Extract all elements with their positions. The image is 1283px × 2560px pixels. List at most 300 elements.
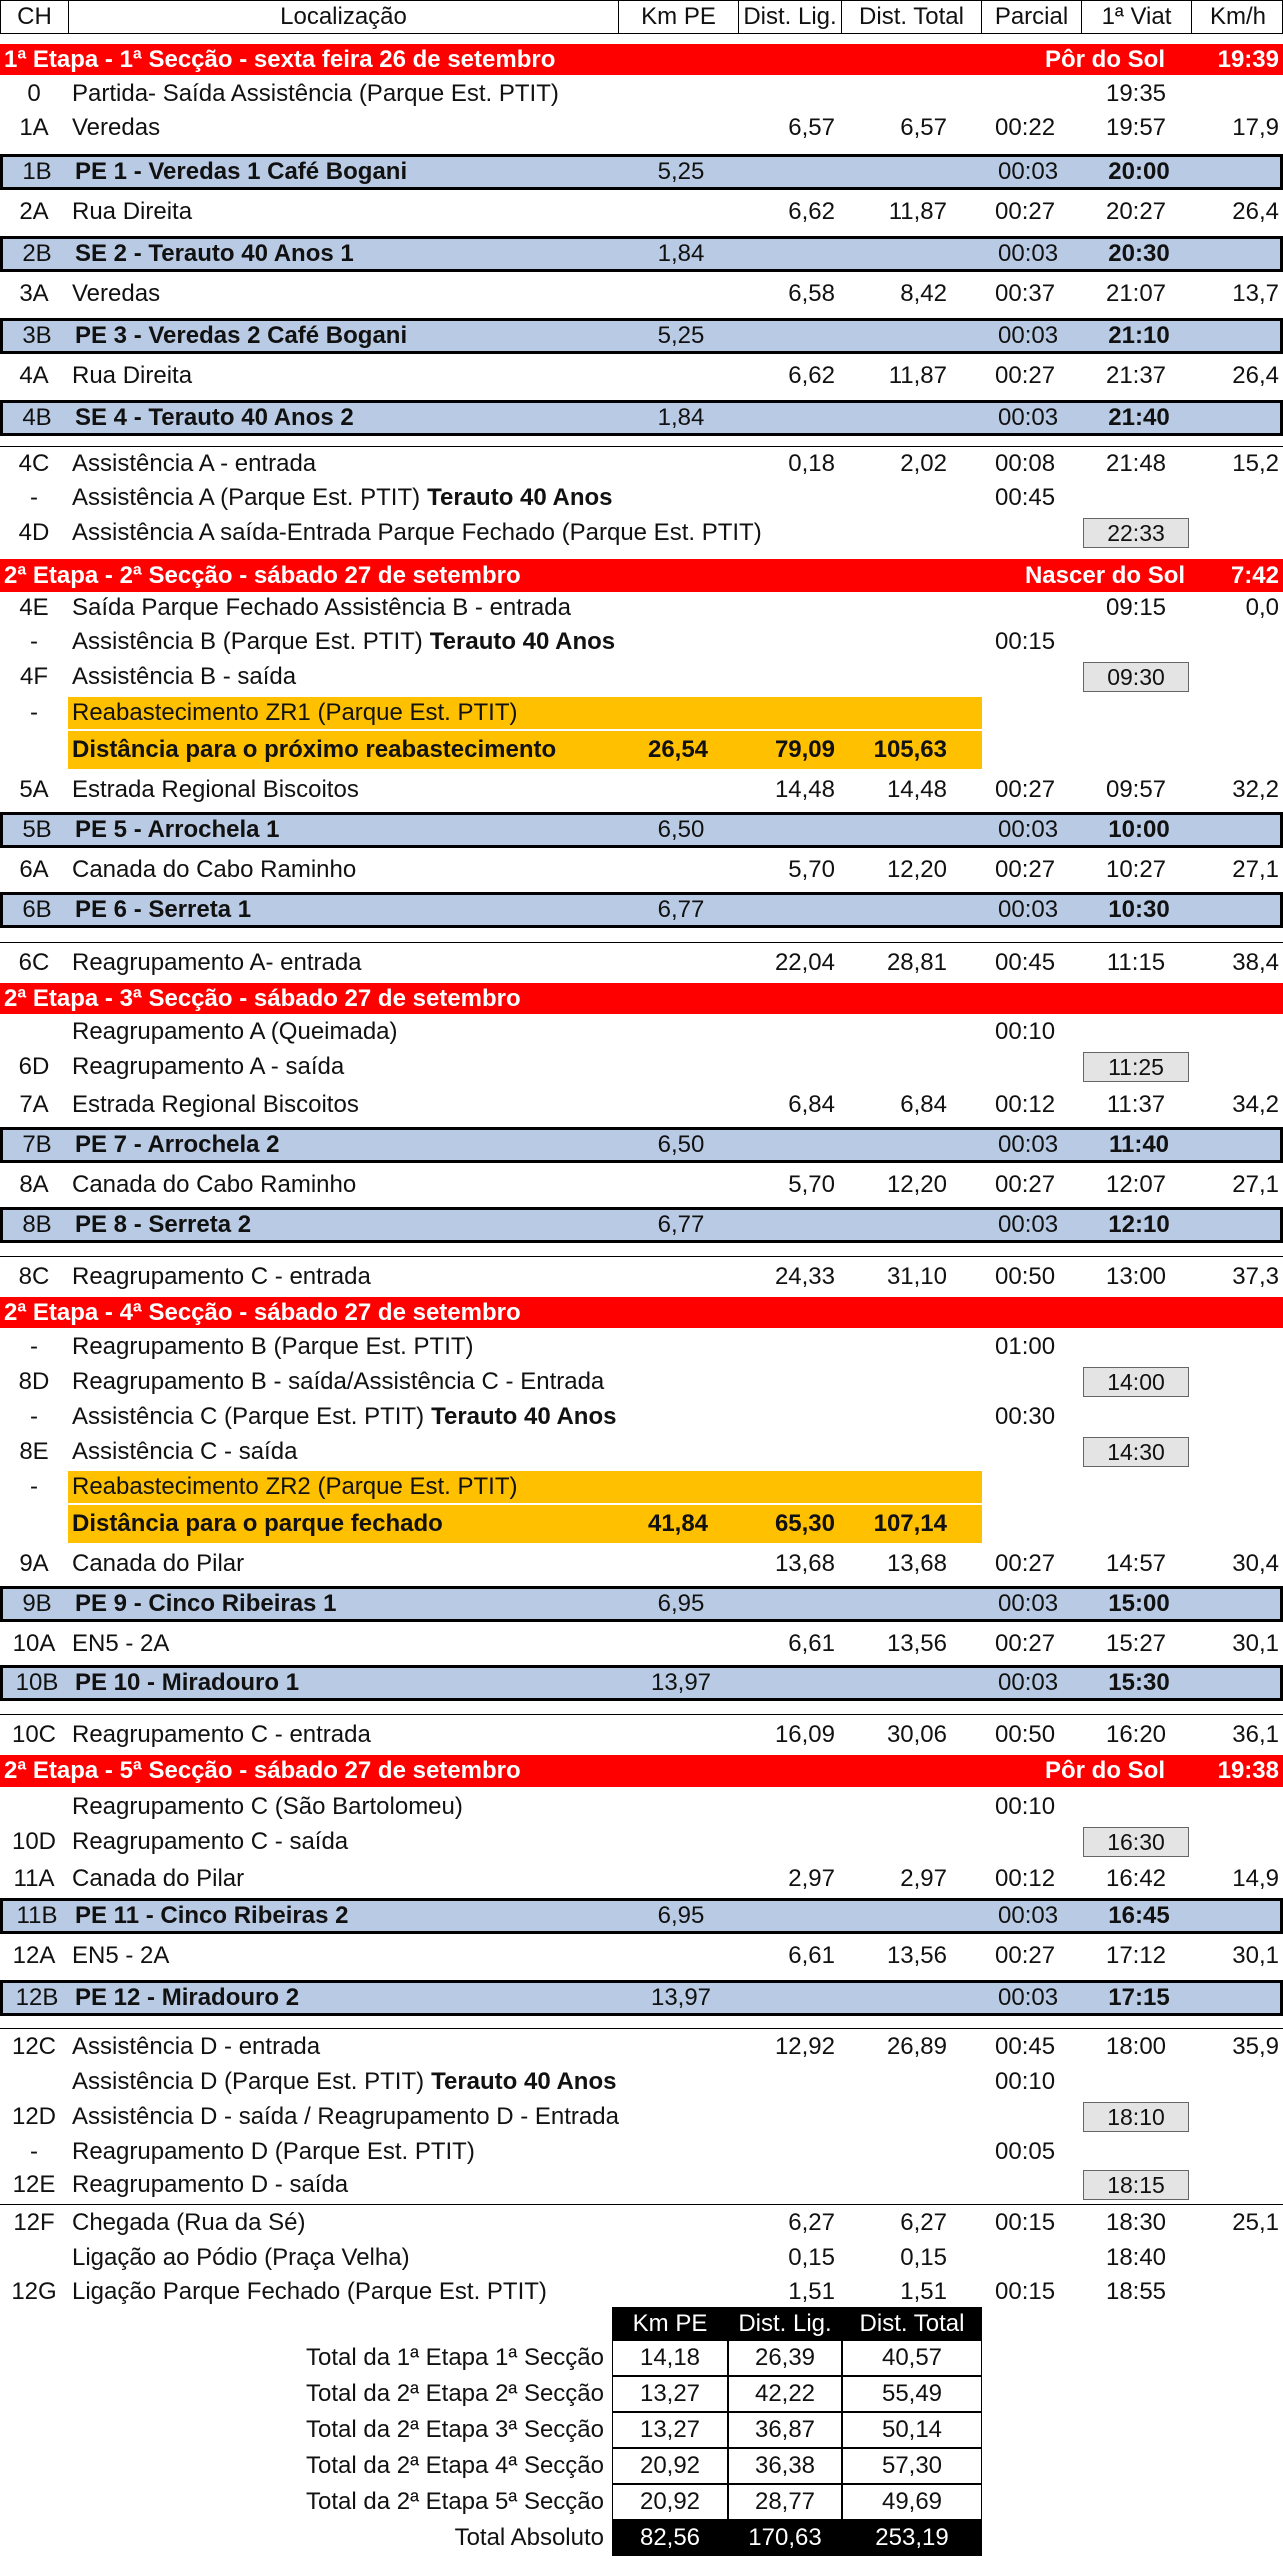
cell-ch: - xyxy=(30,1333,38,1360)
cell-dt xyxy=(844,895,984,925)
cell-km xyxy=(618,1791,738,1823)
cell-km xyxy=(618,1257,738,1296)
totals-label: Total da 2ª Etapa 3ª Secção xyxy=(306,2416,604,2443)
cell-ch: 5A xyxy=(19,776,49,803)
cell-par xyxy=(981,697,1081,729)
cell-km: 1,84 xyxy=(657,404,705,431)
refuel-row xyxy=(0,1471,1283,1503)
cell-loc: Reagrupamento D (Parque Est. PTIT) xyxy=(72,2138,475,2165)
cell-via xyxy=(1081,516,1191,550)
cell-ch: - xyxy=(30,484,38,511)
cell-via: 09:15 xyxy=(1105,594,1167,621)
cell-dt: 12,20 xyxy=(886,856,947,883)
itinerary-row xyxy=(0,1088,1283,1122)
totals-value-dl: 26,39 xyxy=(728,2340,842,2376)
cell-dl xyxy=(741,1983,844,2013)
cell-loc: Rua Direita xyxy=(72,198,193,225)
cell-ch xyxy=(0,731,68,769)
cell-dl xyxy=(738,1050,841,1084)
cell-loc: Reagrupamento B (Parque Est. PTIT) xyxy=(72,1333,474,1360)
cell-dl xyxy=(738,697,841,729)
cell-via xyxy=(1081,1505,1191,1543)
totals-value-km: 14,18 xyxy=(612,2340,728,2376)
cell-kmh xyxy=(1191,2135,1283,2169)
cell-via: 15:27 xyxy=(1105,1630,1167,1657)
cell-dt: 8,42 xyxy=(900,280,947,307)
cell-via: 20:27 xyxy=(1105,198,1167,225)
cell-par xyxy=(981,660,1081,694)
cell-par xyxy=(981,1365,1081,1399)
cell-kmh: 26,4 xyxy=(1232,198,1279,225)
cell-kmh xyxy=(1191,2242,1283,2274)
cell-ch: 8C xyxy=(18,1262,50,1290)
cell-via: 12:10 xyxy=(1108,1211,1170,1238)
cell-via: 21:10 xyxy=(1108,322,1170,349)
cell-dl xyxy=(738,660,841,694)
cell-loc: EN5 - 2A xyxy=(72,1942,170,1969)
cell-par xyxy=(981,1050,1081,1084)
cell-kmh xyxy=(1194,1668,1283,1698)
totals-value-km: 20,92 xyxy=(612,2484,728,2520)
cell-dt: 6,27 xyxy=(900,2208,947,2236)
cell-km: 5,25 xyxy=(657,322,705,349)
cell-loc xyxy=(68,482,618,514)
cell-ch: 10B xyxy=(15,1669,59,1696)
cell-dt xyxy=(844,1901,984,1931)
column-header-ch: CH xyxy=(1,1,69,33)
cell-dl: 6,57 xyxy=(788,114,835,141)
cell-kmh: 26,4 xyxy=(1232,362,1279,389)
special-stage-row xyxy=(0,1586,1283,1622)
cell-par xyxy=(981,2242,1081,2274)
cell-loc: Assistência D - saída / Reagrupamento D - Entrada xyxy=(72,2103,619,2130)
cell-par: 00:27 xyxy=(995,362,1056,389)
cell-ch: - xyxy=(30,2138,38,2165)
cell-ch: 3B xyxy=(22,322,52,349)
cell-dt xyxy=(841,78,981,110)
cell-dt xyxy=(841,2168,981,2202)
cell-par: 00:05 xyxy=(995,2138,1056,2165)
cell-km xyxy=(618,2205,738,2240)
cell-dl xyxy=(738,2135,841,2169)
cell-kmh: 30,1 xyxy=(1232,1630,1279,1657)
itinerary-row xyxy=(0,1940,1283,1972)
cell-dt: 28,81 xyxy=(886,948,947,976)
sun-event-label: Pôr do Sol xyxy=(1045,1757,1165,1784)
cell-loc xyxy=(68,1401,618,1433)
cell-via xyxy=(1081,1365,1191,1399)
cell-kmh: 25,1 xyxy=(1232,2208,1279,2236)
itinerary-row xyxy=(0,1714,1283,1754)
totals-value-km: 20,92 xyxy=(612,2448,728,2484)
column-header-row xyxy=(0,0,1283,34)
control-time-box: 18:10 xyxy=(1083,2102,1189,2132)
cell-dt: 1,51 xyxy=(900,2278,947,2305)
itinerary-row xyxy=(0,2100,1283,2134)
totals-row xyxy=(0,2340,1283,2376)
totals-value-dl: 170,63 xyxy=(728,2520,842,2556)
cell-par xyxy=(981,516,1081,550)
cell-via: 21:37 xyxy=(1105,362,1167,389)
cell-km xyxy=(618,278,738,310)
cell-ch: 12G xyxy=(11,2278,57,2305)
special-stage-row xyxy=(0,154,1283,190)
cell-dl xyxy=(738,1401,841,1433)
cell-dt xyxy=(841,1471,981,1503)
cell-dt xyxy=(841,2135,981,2169)
cell-par: 00:03 xyxy=(998,1902,1059,1929)
cell-dl xyxy=(741,1589,844,1619)
cell-ch: 6D xyxy=(18,1053,50,1080)
totals-row xyxy=(0,2484,1283,2520)
cell-kmh xyxy=(1191,697,1283,729)
cell-via: 14:57 xyxy=(1105,1550,1167,1577)
cell-par: 00:03 xyxy=(998,896,1059,923)
stage-title: 1ª Etapa - 1ª Secção - sexta feira 26 de setembro xyxy=(4,45,556,73)
cell-dl: 6,62 xyxy=(788,362,835,389)
cell-par: 00:03 xyxy=(998,1131,1059,1158)
cell-loc: Reagrupamento A - saída xyxy=(72,1053,345,1080)
sun-event-label xyxy=(980,1297,1180,1328)
cell-par: 00:10 xyxy=(995,1018,1056,1045)
cell-via xyxy=(1081,1331,1191,1363)
cell-ch: 7A xyxy=(19,1091,49,1118)
cell-par: 00:50 xyxy=(995,1720,1056,1748)
cell-par xyxy=(981,731,1081,769)
cell-via: 18:00 xyxy=(1105,2032,1167,2060)
cell-par: 00:37 xyxy=(995,280,1056,307)
cell-par xyxy=(981,592,1081,624)
itinerary-row xyxy=(0,660,1283,694)
cell-kmh: 34,2 xyxy=(1232,1091,1279,1118)
cell-dl: 5,70 xyxy=(788,1171,835,1198)
cell-dt xyxy=(844,1668,984,1698)
cell-dt xyxy=(844,1130,984,1160)
cell-dl xyxy=(738,516,841,550)
cell-dl: 14,48 xyxy=(774,776,835,803)
cell-km xyxy=(618,78,738,110)
cell-ch: 10D xyxy=(11,1828,57,1855)
cell-km xyxy=(618,360,738,392)
totals-value-dt: 50,14 xyxy=(842,2412,982,2448)
cell-via: 18:40 xyxy=(1105,2244,1167,2271)
cell-ch: 4B xyxy=(22,404,52,431)
cell-dt xyxy=(841,1401,981,1433)
totals-value-dl: 36,87 xyxy=(728,2412,842,2448)
itinerary-row xyxy=(0,1401,1283,1433)
cell-par: 00:15 xyxy=(995,2208,1056,2236)
cell-kmh xyxy=(1191,660,1283,694)
totals-value-km: 82,56 xyxy=(612,2520,728,2556)
cell-via: 15:30 xyxy=(1108,1669,1170,1696)
itinerary-row xyxy=(0,1016,1283,1048)
special-stage-row xyxy=(0,1898,1283,1934)
cell-via: 12:07 xyxy=(1105,1171,1167,1198)
cell-loc: Estrada Regional Biscoitos xyxy=(72,1091,359,1118)
cell-via: 21:48 xyxy=(1105,449,1167,477)
cell-dl xyxy=(738,2100,841,2134)
special-stage-row xyxy=(0,1207,1283,1243)
cell-ch: 12B xyxy=(15,1984,59,2011)
itinerary-row xyxy=(0,196,1283,228)
cell-par: 00:03 xyxy=(998,1984,1059,2011)
cell-via xyxy=(1081,2066,1191,2098)
cell-kmh xyxy=(1191,1401,1283,1433)
cell-dl xyxy=(741,1668,844,1698)
sun-event-time xyxy=(1190,1297,1283,1328)
cell-kmh xyxy=(1194,1130,1283,1160)
cell-loc: Veredas xyxy=(72,114,161,141)
cell-dt xyxy=(841,626,981,658)
itinerary-row xyxy=(0,78,1283,110)
sun-event-time: 19:38 xyxy=(1217,1757,1279,1784)
stage-header xyxy=(0,1755,1283,1787)
cell-km xyxy=(618,112,738,144)
cell-ch: - xyxy=(30,1403,38,1430)
cell-dt xyxy=(844,157,984,187)
cell-km: 6,77 xyxy=(657,896,705,923)
cell-loc: PE 12 - Miradouro 2 xyxy=(75,1984,300,2011)
cell-via xyxy=(1081,2135,1191,2169)
cell-ch xyxy=(0,1505,68,1543)
cell-par: 00:03 xyxy=(998,1211,1059,1238)
cell-km xyxy=(618,854,738,886)
cell-dt xyxy=(841,1331,981,1363)
control-time-box: 16:30 xyxy=(1083,1827,1189,1857)
cell-dl: 6,61 xyxy=(788,1942,835,1969)
cell-dl xyxy=(741,1130,844,1160)
cell-km xyxy=(618,1471,738,1503)
itinerary-row xyxy=(0,2135,1283,2169)
itinerary-row xyxy=(0,773,1283,807)
cell-par: 00:10 xyxy=(995,2068,1056,2095)
cell-dl: 6,58 xyxy=(788,280,835,307)
cell-kmh: 14,9 xyxy=(1232,1865,1279,1892)
itinerary-row xyxy=(0,1862,1283,1896)
control-time-box: 14:30 xyxy=(1083,1437,1189,1467)
cell-kmh: 30,1 xyxy=(1232,1942,1279,1969)
totals-row xyxy=(0,2376,1283,2412)
sponsor-text: Terauto 40 Anos xyxy=(431,2068,617,2095)
cell-ch: 2B xyxy=(22,240,52,267)
cell-dl: 5,70 xyxy=(788,856,835,883)
cell-par: 00:03 xyxy=(998,158,1059,185)
cell-via: 10:27 xyxy=(1105,856,1167,883)
cell-ch xyxy=(0,1791,68,1823)
cell-dt xyxy=(841,697,981,729)
cell-loc: Reagrupamento C - entrada xyxy=(72,1262,371,1290)
cell-via xyxy=(1081,1050,1191,1084)
cell-loc: Chegada (Rua da Sé) xyxy=(72,2208,306,2236)
cell-via: 21:07 xyxy=(1105,280,1167,307)
cell-par: 00:27 xyxy=(995,856,1056,883)
sponsor-text: Terauto 40 Anos xyxy=(427,484,613,511)
cell-via: 10:00 xyxy=(1108,816,1170,843)
cell-kmh xyxy=(1191,1050,1283,1084)
totals-value-dl: 42,22 xyxy=(728,2376,842,2412)
cell-via: 16:20 xyxy=(1105,1720,1167,1748)
stage-header xyxy=(0,983,1283,1014)
cell-par: 00:03 xyxy=(998,322,1059,349)
cell-dl xyxy=(738,78,841,110)
cell-km xyxy=(618,697,738,729)
cell-kmh: 27,1 xyxy=(1232,856,1279,883)
cell-dl xyxy=(741,815,844,845)
cell-dt xyxy=(841,482,981,514)
sun-event-time xyxy=(1190,983,1283,1014)
totals-value-dt: 49,69 xyxy=(842,2484,982,2520)
cell-loc: PE 6 - Serreta 1 xyxy=(75,896,252,923)
cell-dl: 24,33 xyxy=(774,1262,835,1290)
cell-dl: 6,27 xyxy=(788,2208,835,2236)
cell-kmh xyxy=(1194,815,1283,845)
sun-event-label: Nascer do Sol xyxy=(1024,561,1186,589)
cell-par xyxy=(981,2100,1081,2134)
cell-dl: 65,30 xyxy=(774,1510,835,1537)
cell-par: 00:27 xyxy=(995,776,1056,803)
cell-kmh: 17,9 xyxy=(1232,114,1279,141)
totals-header-dl: Dist. Lig. xyxy=(728,2307,842,2340)
cell-ch: 6B xyxy=(22,896,52,923)
cell-km: 6,77 xyxy=(657,1211,705,1238)
cell-loc: Ligação Parque Fechado (Parque Est. PTIT) xyxy=(72,2278,547,2305)
cell-km xyxy=(618,447,738,480)
cell-kmh xyxy=(1191,1505,1283,1543)
totals-header-dt: Dist. Total xyxy=(842,2307,982,2340)
cell-loc: Distância para o próximo reabastecimento xyxy=(72,736,557,763)
cell-par: 00:08 xyxy=(995,449,1056,477)
cell-dt: 12,20 xyxy=(886,1171,947,1198)
cell-km: 26,54 xyxy=(647,736,709,763)
cell-par: 00:30 xyxy=(995,1403,1056,1430)
cell-kmh xyxy=(1191,516,1283,550)
totals-header-row xyxy=(0,2307,1283,2340)
cell-dt xyxy=(841,1365,981,1399)
itinerary-row xyxy=(0,1825,1283,1859)
totals-row xyxy=(0,2412,1283,2448)
cell-kmh: 37,3 xyxy=(1232,1262,1279,1290)
cell-dl xyxy=(741,239,844,269)
cell-ch: 2A xyxy=(19,198,49,225)
location-text: Assistência D (Parque Est. PTIT) xyxy=(72,2068,425,2095)
cell-kmh xyxy=(1191,482,1283,514)
cell-km xyxy=(618,943,738,982)
cell-ch: 11A xyxy=(13,1865,55,1892)
itinerary-row xyxy=(0,1050,1283,1084)
cell-kmh xyxy=(1191,1791,1283,1823)
cell-dl xyxy=(738,2168,841,2202)
control-time-box: 18:15 xyxy=(1083,2170,1189,2200)
cell-via: 16:42 xyxy=(1105,1865,1167,1892)
column-header-par: Parcial xyxy=(982,1,1082,33)
sun-event-time: 19:39 xyxy=(1217,45,1279,73)
cell-par xyxy=(981,1435,1081,1469)
cell-loc: PE 7 - Arrochela 2 xyxy=(75,1131,280,1158)
cell-via: 11:37 xyxy=(1106,1091,1166,1118)
cell-via: 19:35 xyxy=(1105,80,1167,107)
cell-ch: - xyxy=(30,628,38,655)
cell-km xyxy=(618,1628,738,1660)
cell-loc: Canada do Cabo Raminho xyxy=(72,1171,357,1198)
cell-loc: PE 10 - Miradouro 1 xyxy=(75,1669,300,1696)
cell-dl: 79,09 xyxy=(774,736,835,763)
cell-ch: 9A xyxy=(19,1550,49,1577)
cell-km xyxy=(618,196,738,228)
cell-par: 00:45 xyxy=(995,2032,1056,2060)
cell-kmh: 13,7 xyxy=(1232,280,1279,307)
cell-via xyxy=(1081,626,1191,658)
cell-via xyxy=(1081,1791,1191,1823)
cell-loc: SE 4 - Terauto 40 Anos 2 xyxy=(75,404,354,431)
cell-via: 10:30 xyxy=(1108,896,1170,923)
cell-ch: 1A xyxy=(19,114,49,141)
control-time-box: 09:30 xyxy=(1083,662,1189,692)
cell-km xyxy=(618,2100,738,2134)
cell-km xyxy=(618,1169,738,1201)
column-header-km: Km PE xyxy=(619,1,739,33)
cell-dt xyxy=(841,2066,981,2098)
cell-kmh: 30,4 xyxy=(1232,1550,1279,1577)
totals-value-dt: 55,49 xyxy=(842,2376,982,2412)
cell-ch: 0 xyxy=(27,80,41,107)
cell-dt xyxy=(841,592,981,624)
cell-loc: Reabastecimento ZR1 (Parque Est. PTIT) xyxy=(72,699,518,726)
control-time-box: 22:33 xyxy=(1083,518,1189,548)
cell-via xyxy=(1081,697,1191,729)
cell-loc: PE 5 - Arrochela 1 xyxy=(75,816,280,843)
cell-loc xyxy=(68,2066,618,2098)
sun-event-label xyxy=(980,983,1180,1014)
cell-km xyxy=(618,1016,738,1048)
cell-dt xyxy=(844,403,984,433)
cell-ch: 4D xyxy=(18,519,50,546)
location-text: Assistência A (Parque Est. PTIT) xyxy=(72,484,421,511)
cell-km xyxy=(618,1435,738,1469)
special-stage-row xyxy=(0,236,1283,272)
itinerary-row xyxy=(0,626,1283,658)
cell-dl: 12,92 xyxy=(774,2032,835,2060)
totals-value-dl: 36,38 xyxy=(728,2448,842,2484)
refuel-row xyxy=(0,1505,1283,1543)
itinerary-row xyxy=(0,446,1283,480)
cell-dt: 31,10 xyxy=(886,1262,947,1290)
cell-ch: 12F xyxy=(13,2208,55,2236)
cell-via: 11:15 xyxy=(1106,948,1166,976)
cell-ch: 10C xyxy=(11,1720,57,1748)
cell-via: 17:15 xyxy=(1108,1984,1170,2011)
cell-par: 00:03 xyxy=(998,1590,1059,1617)
cell-dt: 6,57 xyxy=(900,114,947,141)
itinerary-row xyxy=(0,854,1283,886)
cell-ch: 12D xyxy=(11,2103,57,2130)
cell-dt xyxy=(841,1825,981,1859)
cell-kmh: 38,4 xyxy=(1232,948,1279,976)
cell-km xyxy=(618,2168,738,2202)
cell-par: 00:27 xyxy=(995,1942,1056,1969)
cell-par: 00:03 xyxy=(998,240,1059,267)
itinerary-row xyxy=(0,1435,1283,1469)
cell-dt: 14,48 xyxy=(886,776,947,803)
cell-kmh xyxy=(1191,78,1283,110)
cell-ch: - xyxy=(30,1473,38,1500)
totals-value-km: 13,27 xyxy=(612,2376,728,2412)
cell-kmh xyxy=(1191,2100,1283,2134)
cell-dl xyxy=(738,1825,841,1859)
cell-par: 00:50 xyxy=(995,1262,1056,1290)
cell-dt xyxy=(844,815,984,845)
cell-km xyxy=(618,1050,738,1084)
cell-km: 41,84 xyxy=(647,1510,709,1537)
